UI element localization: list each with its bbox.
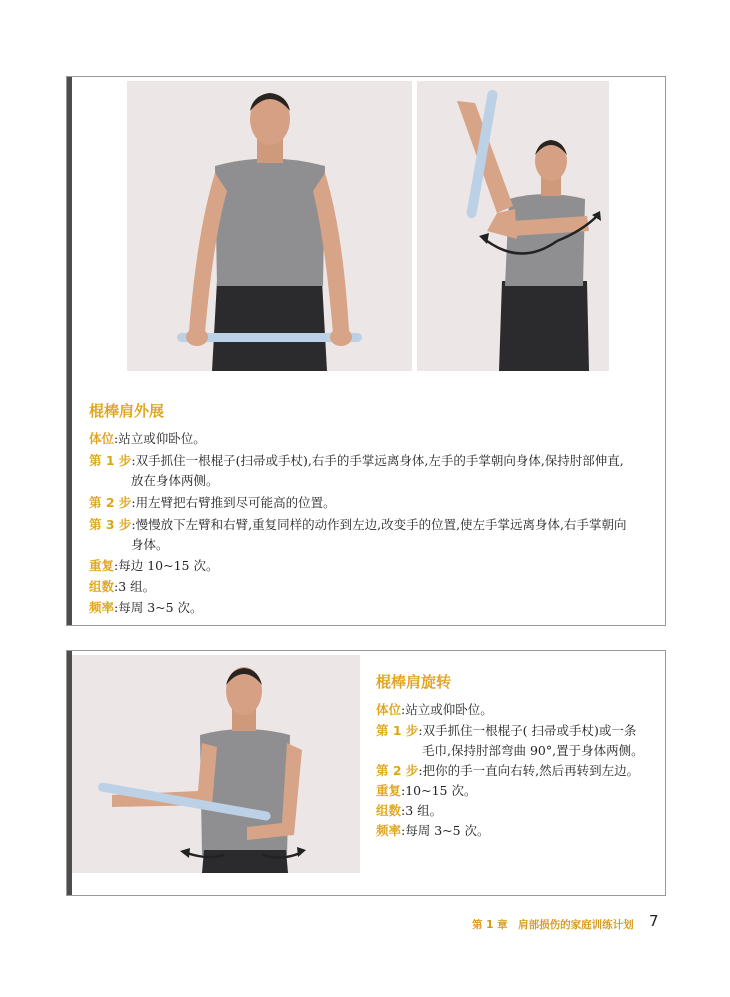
chapter-footer: 第 1 章 肩部损伤的家庭训练计划 — [472, 919, 634, 931]
instruction-line: 组数:3 组。 — [89, 579, 156, 594]
instruction-line: 第 2 步:把你的手一直向右转,然后再转到左边。 — [376, 763, 640, 778]
instruction-line: 第 3 步:慢慢放下左臂和右臂,重复同样的动作到左边,改变手的位置,使左手掌远离身体,右手掌朝向 — [89, 517, 627, 532]
photo-stick-elbows-bent — [72, 655, 360, 873]
photo-stick-held-low — [127, 81, 412, 371]
photo-stick-raised-overhead — [417, 81, 609, 371]
instruction-line: 频率:每周 3~5 次。 — [376, 823, 490, 838]
instruction-line-continued: 毛巾,保持肘部弯曲 90°,置于身体两侧。 — [422, 743, 644, 758]
instruction-line: 体位:站立或仰卧位。 — [376, 702, 493, 717]
instruction-line-continued: 身体。 — [131, 537, 169, 552]
box-accent-bar — [67, 77, 72, 625]
instruction-line: 第 1 步:双手抓住一根棍子( 扫帚或手杖)或一条 — [376, 723, 637, 738]
instruction-line: 重复:10~15 次。 — [376, 783, 477, 798]
section-title: 棍棒肩旋转 — [376, 673, 452, 691]
exercise-box-shoulder-rotation — [66, 650, 666, 896]
instruction-line: 重复:每边 10~15 次。 — [89, 558, 219, 573]
instruction-line: 第 1 步:双手抓住一根棍子(扫帚或手杖),右手的手掌远离身体,左手的手掌朝向身体,保持肘部伸直, — [89, 453, 624, 468]
instruction-line: 频率:每周 3~5 次。 — [89, 600, 203, 615]
instruction-line: 体位:站立或仰卧位。 — [89, 431, 206, 446]
exercise-box-shoulder-abduction — [66, 76, 666, 626]
instruction-line: 组数:3 组。 — [376, 803, 443, 818]
instruction-line-continued: 放在身体两侧。 — [131, 473, 219, 488]
page-number: 7 — [649, 912, 659, 930]
instruction-line: 第 2 步:用左臂把右臂推到尽可能高的位置。 — [89, 495, 336, 510]
section-title: 棍棒肩外展 — [89, 402, 165, 420]
